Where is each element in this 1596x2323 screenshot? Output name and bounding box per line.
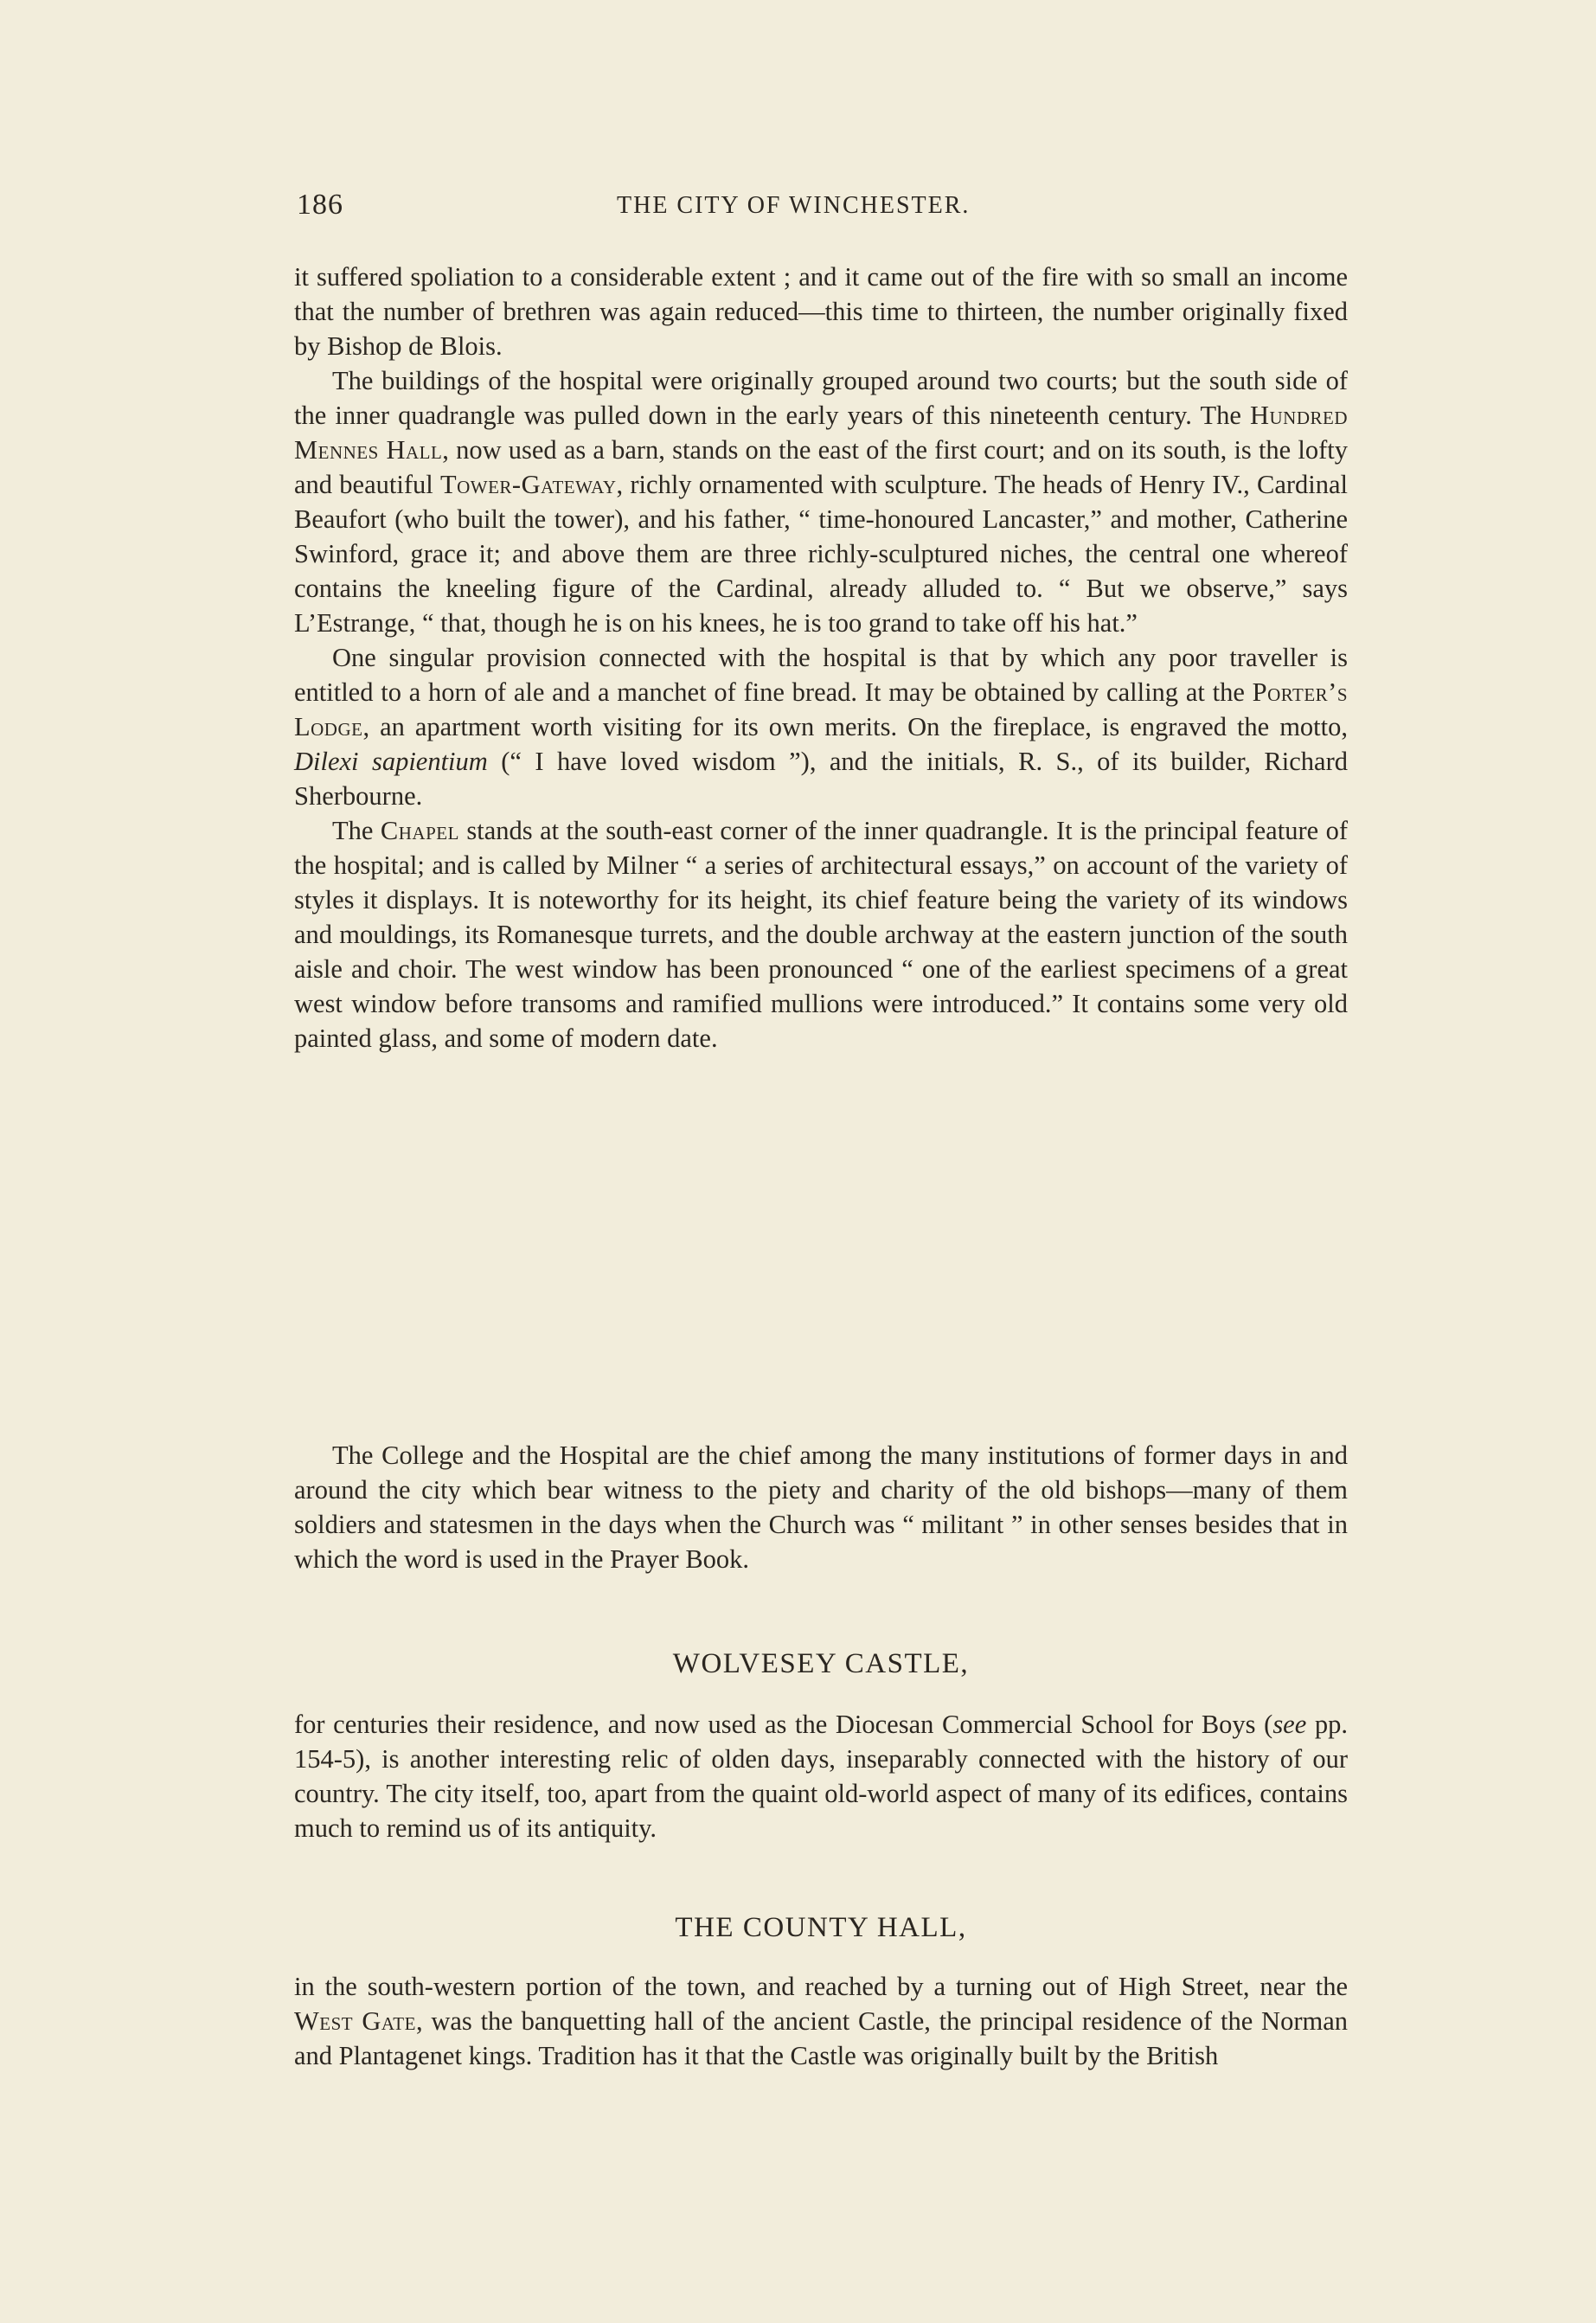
- paragraph-continuation: it suffered spoliation to a considerable extent ; and it came out of the fire with so small an income that the number of brethren was again reduced—this time to thirteen, the number originally fixed by Bishop de Blois.: [294, 262, 1348, 361]
- text-block-wolvesey: [294, 1707, 1348, 1845]
- text-block-institutions: [294, 1438, 1348, 1576]
- chapel: Chapel: [380, 816, 459, 845]
- porters-lodge: Porter’s Lodge: [294, 677, 1348, 741]
- paragraph-chapel: The Chapel stands at the south-east corner of the inner quadrangle. It is the principal feature of the hospital; and is called by Milner “ a series of architectural essays,” on account of the variety of styles it displays. It is noteworthy for its height, its chief feature being the variety of its windows and mouldings, its Romanesque turrets, and the double archway at the eastern junction of the south aisle and choir. The west window has been pronounced “ one of the earliest specimens of a great west window before transoms and ramified mullions were introduced.” It contains some very old painted glass, and some of modern date.: [294, 816, 1349, 1053]
- latin-motto: Dilexi sapientium: [294, 747, 488, 776]
- paragraph-wolvesey: for centuries their residence, and now used as the Diocesan Commercial School for Boys (see pp. 154-5), is another interesting relic of olden days, inseparably connected with the history of our country. The city itself, too, apart from the quaint old-world aspect of many of its edifices, contains much to remind us of its antiquity.: [294, 1710, 1348, 1843]
- page-number: 186: [297, 189, 343, 221]
- paragraph-buildings: The buildings of the hospital were originally grouped around two courts; but the south side of the inner quadrangle was pulled down in the early years of this nineteenth century. The Hundred Mennes Hall, now used as a barn, stands on the east of the first court; and on its south, is the lofty and beautiful Tower-Gateway, richly ornamented with sculpture. The heads of Henry IV., Cardinal Beaufort (who built the tower), and his father, “ time-honoured Lancaster,” and mother, Catherine Swinford, grace it; and above them are three richly-sculptured niches, the central one whereof contains the kneeling figure of the Cardinal, already alluded to. “ But we observe,” says L’Estrange, “ that, though he is on his knees, he is too grand to take off his hat.”: [294, 366, 1349, 638]
- paragraph-institutions: The College and the Hospital are the chief among the many institutions of former days in and around the city which bear witness to the piety and charity of the old bishops—many of them soldiers and statesmen in the days when the Church was “ militant ” in other senses besides that in which the word is used in the Prayer Book.: [294, 1441, 1348, 1574]
- text-block-county-hall: [294, 1969, 1348, 2073]
- hundred-mennes-hall: Hundred Mennes Hall: [294, 401, 1348, 465]
- paragraph-provision: One singular provision connected with the hospital is that by which any poor traveller is entitled to a horn of ale and a manchet of fine bread. It may be obtained by calling at the Porter’s Lodge, an apartment worth visiting for its own merits. On the fireplace, is engraved the motto, Dilexi sapientium (“ I have loved wisdom ”), and the initials, R. S., of its builder, Richard Sherbourne.: [294, 643, 1348, 811]
- west-gate: West Gate: [294, 2006, 416, 2036]
- heading-wolvesey-castle: WOLVESEY CASTLE,: [672, 1648, 970, 1679]
- page-header: [297, 189, 1361, 230]
- running-title: THE CITY OF WINCHESTER.: [617, 192, 971, 219]
- tower-gateway: Tower-Gateway: [439, 470, 617, 499]
- heading-county-hall: THE COUNTY HALL,: [675, 1912, 967, 1943]
- text-block-hospital: [294, 260, 1348, 1056]
- paragraph-county-hall: in the south-western portion of the town, and reached by a turning out of High Street, near the West Gate, was the banquetting hall of the ancient Castle, the principal residence of the Norman and Plantagenet kings. Tradition has it that the Castle was originally built by the British: [294, 1972, 1348, 2070]
